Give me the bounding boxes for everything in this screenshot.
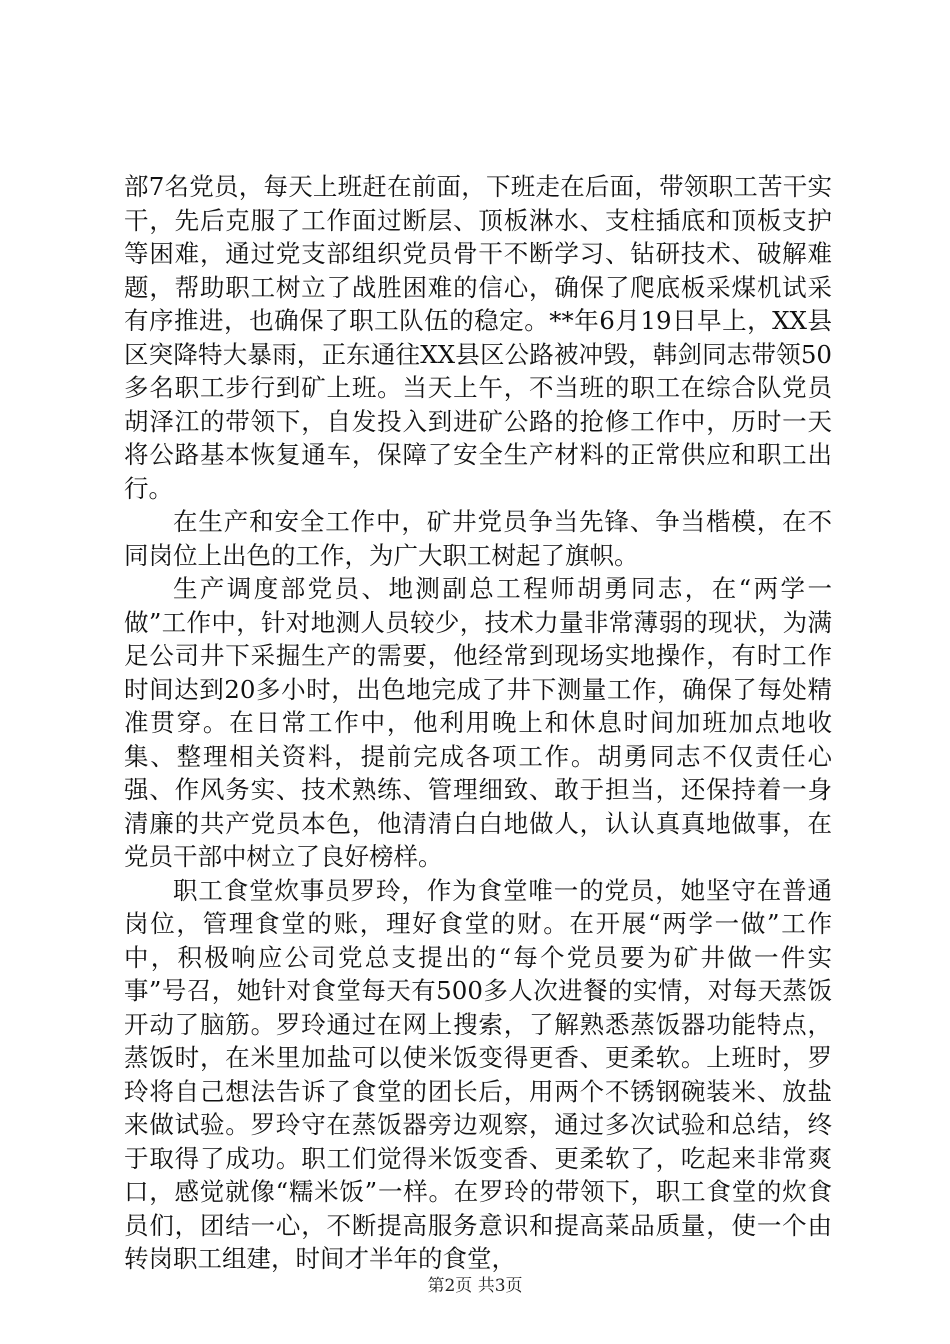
paragraph-hu-yong: 生产调度部党员、地测副总工程师胡勇同志，在“两学一做”工作中，针对地测人员较少，技术力量非常薄弱的现状，为满足公司井下采掘生产的需要，他经常到现场实地操作，有时工作时间达到20多小时，出色地完成了井下测量工作，确保了每处精准贯穿。在日常工作中，他利用晚上和休息时间加班加点地收集、整理相关资料，提前完成各项工作。胡勇同志不仅责任心强、作风务实、技术熟练、管理细致、敢于担当，还保持着一身清廉的共产党员本色，他清清白白地做人，认认真真地做事，在党员干部中树立了良好榜样。 <box>124 574 832 871</box>
paragraph-luo-ling: 职工食堂炊事员罗玲，作为食堂唯一的党员，她坚守在普通岗位，管理食堂的账，理好食堂的财。在开展“两学一做”工作中，积极响应公司党总支提出的“每个党员要为矿井做一件实事”号召，她针对食堂每天有500多人次进餐的实情，对每天蒸饭开动了脑筋。罗玲通过在网上搜索，了解熟悉蒸饭器功能特点，蒸饭时，在米里加盐可以使米饭变得更香、更柔软。上班时，罗玲将自己想法告诉了食堂的团长后，用两个不锈钢碗装米、放盐来做试验。罗玲守在蒸饭器旁边观察，通过多次试验和总结，终于取得了成功。职工们觉得米饭变香、更柔软了，吃起来非常爽口，感觉就像“糯米饭”一样。在罗玲的带领下，职工食堂的炊食员们，团结一心，不断提高服务意识和提高菜品质量，使一个由转岗职工组建，时间才半年的食堂， <box>124 875 832 1273</box>
paragraph-continuation: 部7名党员，每天上班赶在前面，下班走在后面，带领职工苦干实干，先后克服了工作面过断层、顶板淋水、支柱插底和顶板支护等困难，通过党支部组织党员骨干不断学习、钻研技术、破解难题，帮助职工树立了战胜困难的信心，确保了爬底板采煤机试采有序推进，也确保了职工队伍的稳定。**年6月19日早上，XX县区突降特大暴雨，正东通往XX县区公路被冲毁，韩剑同志带领50多名职工步行到矿上班。当天上午，不当班的职工在综合队党员胡泽江的带领下，自发投入到进矿公路的抢修工作中，历时一天将公路基本恢复通车，保障了安全生产材料的正常供应和职工出行。 <box>124 172 832 503</box>
paragraph-party-members-pioneer: 在生产和安全工作中，矿井党员争当先锋、争当楷模，在不同岗位上出色的工作，为广大职工树起了旗帜。 <box>124 507 832 570</box>
page-number-footer: 第2页 共3页 <box>427 1276 523 1296</box>
document-body <box>124 170 832 1276</box>
